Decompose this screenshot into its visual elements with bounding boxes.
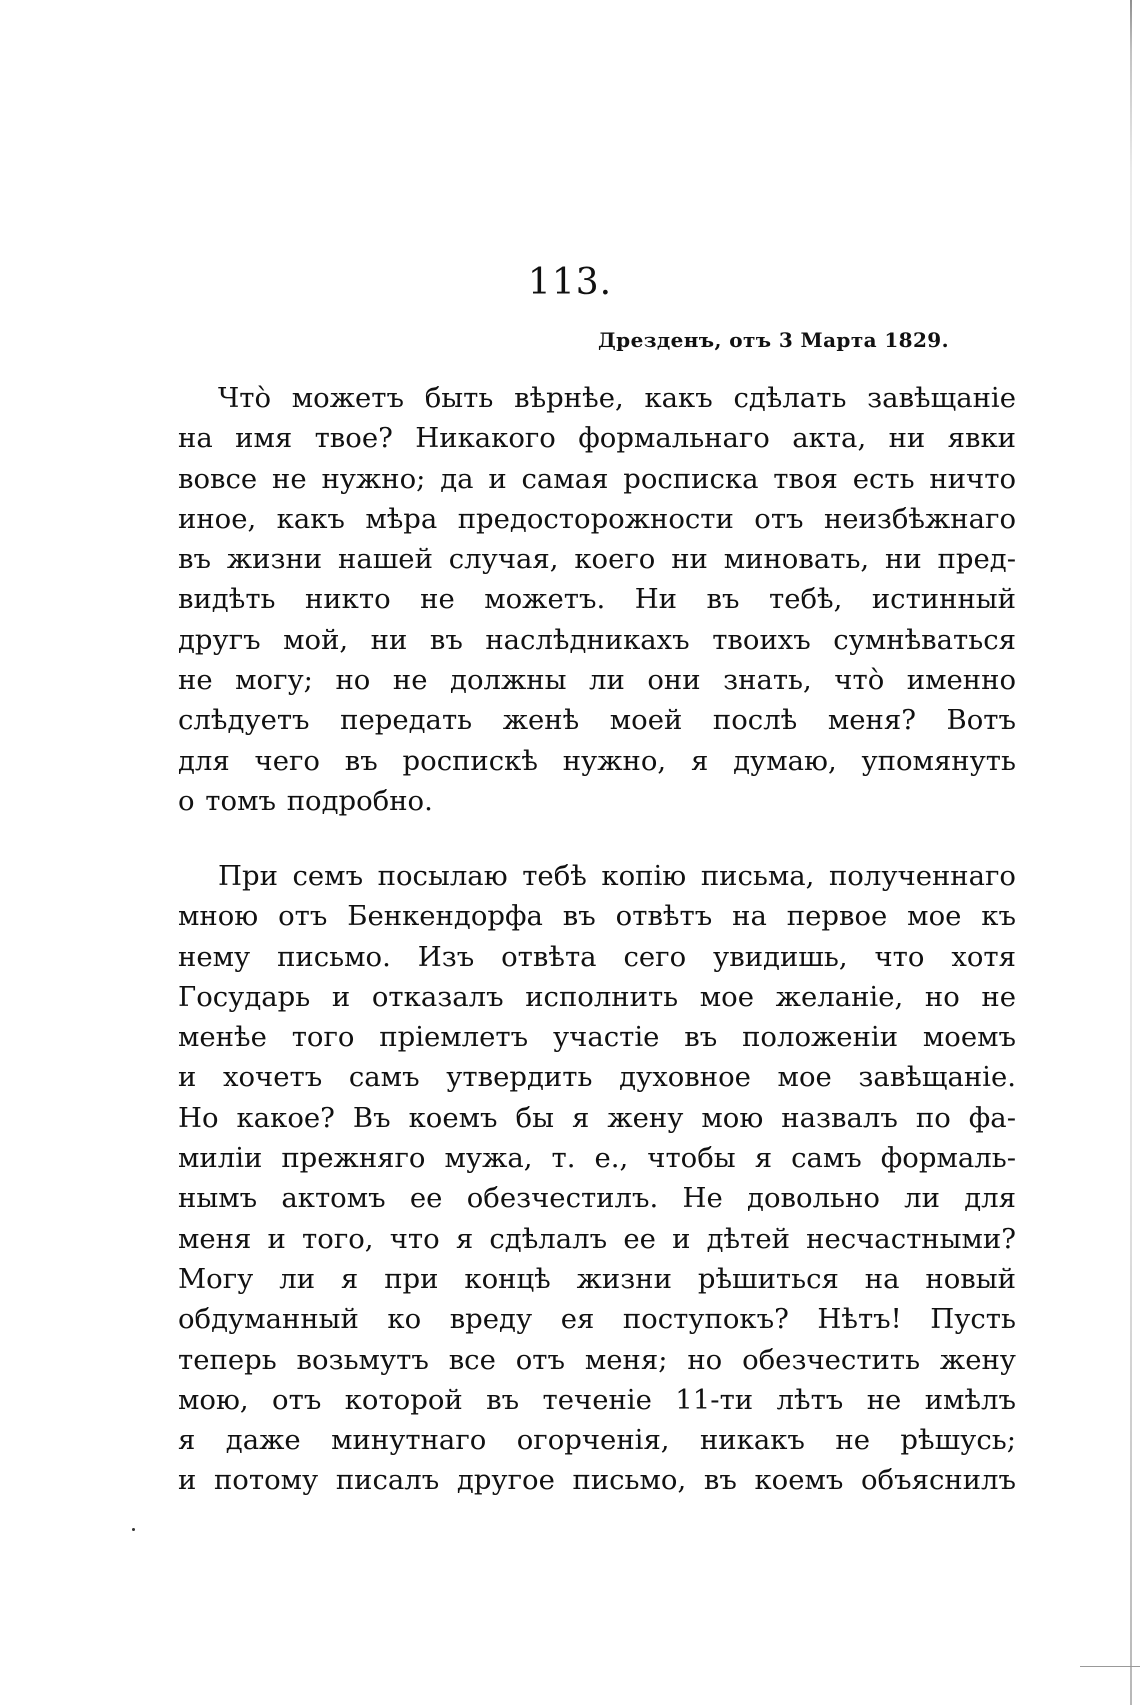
- text-line: мною отъ Бенкендорфа въ отвѣтъ на первое мое къ: [178, 900, 1016, 933]
- text-line: не могу; но не должны ли они знать, чтò именно: [178, 664, 1016, 697]
- text-line: нему письмо. Изъ отвѣта сего увидишь, что хотя: [178, 940, 1016, 973]
- text-line: на имя твое? Никакого формальнаго акта, ни явки: [178, 422, 1016, 455]
- page-number: 113.: [527, 262, 613, 303]
- text-line: При семъ посылаю тебѣ копію письма, полученнаго: [218, 860, 1016, 892]
- page-edge-mark: [1080, 1666, 1140, 1667]
- text-line: видѣть никто не можетъ. Ни въ тебѣ, истинный: [178, 583, 1016, 616]
- text-line: и хочетъ самъ утвердить духовное мое завѣщаніе.: [178, 1061, 1016, 1094]
- text-line: слѣдуетъ передать женѣ моей послѣ меня? Вотъ: [178, 704, 1016, 737]
- text-line: Могу ли я при концѣ жизни рѣшиться на новый: [178, 1262, 1016, 1295]
- text-line: о томъ подробно.: [178, 784, 433, 817]
- text-line: для чего въ роспискѣ нужно, я думаю, упомянуть: [178, 744, 1016, 777]
- text-line: менѣе того пріемлетъ участіе въ положеніи моемъ: [178, 1021, 1016, 1054]
- text-line: и потому писалъ другое письмо, въ коемъ объяснилъ: [178, 1464, 1016, 1497]
- print-speck: [132, 1528, 135, 1531]
- text-line: обдуманный ко вреду ея поступокъ? Нѣтъ! Пусть: [178, 1303, 1016, 1336]
- text-line: миліи прежняго мужа, т. е., чтобы я самъ формаль-: [178, 1142, 1016, 1175]
- text-line: теперь возьмутъ все отъ меня; но обезчестить жену: [178, 1343, 1016, 1376]
- text-line: нымъ актомъ ее обезчестилъ. Не довольно ли для: [178, 1182, 1016, 1215]
- paragraph-1: [178, 378, 1016, 821]
- text-line: Государь и отказалъ исполнить мое желаніе, но не: [178, 980, 1016, 1013]
- page-edge-shadow: [1130, 0, 1132, 1705]
- text-line: Чтò можетъ быть вѣрнѣе, какъ сдѣлать завѣщаніе: [218, 382, 1016, 414]
- text-line: меня и того, что я сдѣлалъ ее и дѣтей несчастными?: [178, 1222, 1016, 1255]
- text-line: я даже минутнаго огорченія, никакъ не рѣшусь;: [178, 1424, 1016, 1457]
- text-line: вовсе не нужно; да и самая росписка твоя есть ничто: [178, 462, 1016, 495]
- text-line: иное, какъ мѣра предосторожности отъ неизбѣжнаго: [178, 502, 1016, 535]
- text-line: въ жизни нашей случая, коего ни миновать, ни пред-: [178, 543, 1016, 576]
- text-line: другъ мой, ни въ наслѣдникахъ твоихъ сумнѣваться: [178, 623, 1016, 656]
- text-line: Но какое? Въ коемъ бы я жену мою назвалъ по фа-: [178, 1101, 1016, 1134]
- paragraph-2: [178, 856, 1016, 1501]
- letter-dateline: Дрезденъ, отъ 3 Марта 1829.: [598, 328, 949, 352]
- text-line: мою, отъ которой въ теченіе 11-ти лѣтъ не имѣлъ: [178, 1383, 1016, 1416]
